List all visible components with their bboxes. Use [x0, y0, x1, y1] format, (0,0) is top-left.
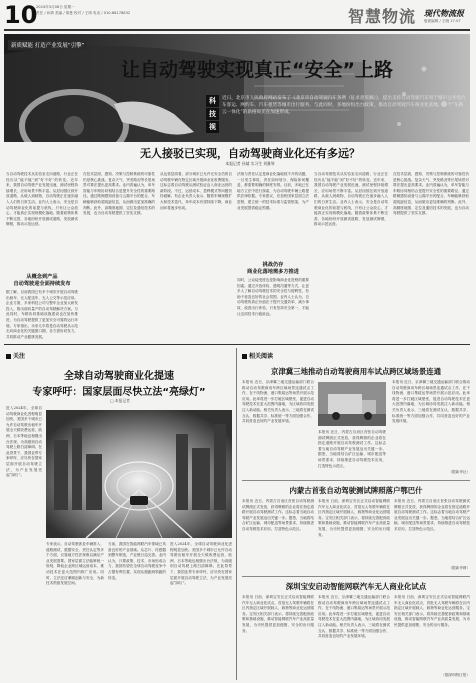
editor-line: 责任 / 孙婧 美编 / 胡曼 校对 / 王琪 电话 / 010-88178832	[36, 11, 131, 15]
focus-byline: □ 本报记者	[110, 398, 130, 403]
story-source: （据深圳特区报）	[441, 673, 470, 677]
focus-headline-2: 专家呼吁：国家层面尽快立法“亮绿灯”	[32, 387, 206, 398]
section-divider	[4, 344, 470, 345]
brand-logo: 现代物流报	[424, 8, 464, 18]
story-divider	[242, 480, 470, 481]
related-headline: 京津冀三地推动自动驾驶商用车试点跨区域场景连通	[271, 367, 441, 376]
column-subhead: 挑战仍存 商业化落地需多方推进	[247, 262, 299, 275]
insight-char: 科	[206, 95, 219, 107]
focus-kicker	[6, 351, 25, 360]
related-headline: 内蒙古首张自动驾驶测试牌照落户鄂巴什	[289, 486, 423, 495]
article-column: 本报讯 近日，京津冀三地交通运输部门联合推动自动驾驶商用车跨区域场景连通试点工作，在干线物流、港口集疏运等场景开展示范应用。此举将进一步打破区域壁垒，促进自动驾驶技术在更大范围内落地，为区域协同发展注入新动能。相关负责人表示，三地将在测试互认、数据共享、标准统一等方面加强合作，共同营造良好的产业发展环境。	[242, 380, 314, 424]
insight-char: 技	[206, 108, 219, 120]
article-column: 当自动驾驶技术从实验室走向道路，行业正在经历从“能不能”到“好不好”的转变。近年来，我国自动驾驶产业发展迅速，测试里程持续增长，应用场景不断丰富。从封闭园区到开放道路，从载人到载物，自动驾驶正在逐步融入人们的日常生活。业内人士表示，安全是自动驾驶商业化的前提与底线，只有让公众放心，才能真正实现规模化落地。随着政策体系不断完善，各地纷纷开放测试道路，发放测试牌照，推动示范运营。	[314, 172, 388, 227]
section-title: 智慧物流	[348, 7, 417, 26]
reporter-byline: 本报记者 孙婧 实习生 刘雅琴	[225, 161, 275, 166]
article-column: 本报讯 近日，内蒙古自治区首张自动驾驶测试牌照正式发放，获得牌照的企业将在指定道路开展自动驾驶测试工作。这标志着当地自动驾驶产业发展迈出关键一步。据悉，当地将结合矿区运输、城市配送等场景需求，持续推进自动驾驶技术应用，打造特色示范区。	[394, 499, 470, 531]
article-column: 在技术层面，感知、决策与控制系统的可靠性仍是核心挑战。复杂天气、突发路况等长尾场景对算法提出更高要求。业内普遍认为，单车智能与车路协同相结合是提升安全性的重要路径。通过路侧感知设备与云端平台的配合，车辆能够获取超视距信息，从而做出更加准确的判断。此外，高精度地图、定位及通信技术的发展，也为自动驾驶提供了坚实支撑。	[393, 172, 469, 216]
article-column: 本报讯 近日，京津冀三地交通运输部门联合推动自动驾驶商用车跨区域场景连通试点工作，在干线物流、港口集疏运等场景开展示范应用。此举将进一步打破区域壁垒，促进自动驾驶技术在更大范围内落地，为区域协同发展注入新动能。相关负责人表示，三地将在测试互认、数据共享、标准统一等方面加强合作，共同营造良好的产业发展环境。	[392, 380, 470, 424]
article-column: 本报讯 日前，深圳宝安区正式启动智能网联汽车无人商业化试点，首批无人驾驶车辆将在区内指定区域开展载人、载物等商业化运营服务。宝安区相关部门表示，将持续完善配套政策和基础设施，推动智能网联汽车产业高质量发展，为市民提供更加便捷、安全的出行服务。	[394, 595, 470, 627]
header-rule	[4, 29, 470, 31]
article-column: 当前，我国在智能网联汽车领域已具备良好的产业基础。从芯片、传感器到整车制造，产业链日趋完善。业内认为，只要政策、技术、市场形成合力，我国有望在全球自动驾驶竞争中占据有利位置，实现从跟跑到领跑的转变。	[108, 542, 166, 580]
related-kicker	[242, 351, 273, 360]
topic-tag: 新质赋能 打造产业发展“引擎”	[8, 40, 87, 50]
column-subhead: 从概念到产品 自动驾驶迎全面持续发布	[13, 274, 71, 287]
article-column: 本报讯 日前，深圳宝安区正式启动智能网联汽车无人商业化试点，首批无人驾驶车辆将在区内指定区域开展载人、载物等商业化运营服务。宝安区相关部门表示，将持续完善配套政策和基础设施，推动智能网联汽车产业高质量发展，为市民提供更加便捷、安全的出行服务。	[318, 499, 390, 537]
article-column: 进入2024年，全球自动驾驶商业化进程明显加快。美国多个城市已允许自动驾驶出租车开展全天候收费运营，欧洲、日本等地也相继出台法规，为高级别自动驾驶上路扫清障碍。在此背景下，我国业界专家呼吁，应尽快在国家层面开展自动驾驶立法，为产业发展亮起“绿灯”。	[6, 406, 42, 478]
insight-label	[206, 95, 219, 133]
story-divider	[242, 576, 470, 577]
article-column: 同时，公众接受度也是影响商业化进程的重要因素。通过开放体验、透明沟通等方式，让更多人了解自动驾驶技术的安全性与便利性，有助于营造良好的社会氛围。业内人士认为，自动驾驶的真正价值在于提升交通效率、减少事故、改善出行体验，只有坚持安全第一，才能让这项技术行稳致远。	[237, 278, 309, 316]
story-source: （据新华社）	[448, 470, 470, 474]
page-number: 10	[4, 1, 38, 29]
insight-char: 视	[206, 121, 219, 133]
article-column: 当自动驾驶技术从实验室走向道路，行业正在经历从“能不能”到“好不好”的转变。近年来，我国自动驾驶产业发展迅速，测试里程持续增长，应用场景不断丰富。从封闭园区到开放道路，从载人到载物，自动驾驶正在逐步融入人们的日常生活。业内人士表示，安全是自动驾驶商业化的前提与底线，只有让公众放心，才能真正实现规模化落地。随着政策体系不断完善，各地纷纷开放测试道路，发放测试牌照，推动示范运营。	[6, 172, 78, 227]
story-source: （据新华网）	[448, 566, 470, 570]
city-night-photo	[46, 410, 232, 538]
article-column: 本报讯 近日，京津冀三地交通运输部门联合推动自动驾驶商用车跨区域场景连通试点工作，在干线物流、港口集疏运等场景开展示范应用。此举将进一步打破区域壁垒，促进自动驾驶技术在更大范围内落地，为区域协同发展注入新动能。相关负责人表示，三地将在测试互认、数据共享、标准统一等方面加强合作，共同营造良好的产业发展环境。	[318, 595, 390, 639]
sub-headline: 无人接驳已实现，自动驾驶商业化还有多远？	[140, 147, 360, 160]
column-divider	[236, 348, 237, 680]
article-column: 法规与责任认定是商业化落地绕不开的话题。一旦发生事故，责任如何划分、保险如何覆盖，都需要明确的制度安排。目前，多地已在地方立法中进行探索，为自动驾驶车辆上路提供法律依据。专家建议，应加快国家层面立法进程，建立统一的技术标准与监管框架，为产业发展提供稳定预期。	[237, 172, 309, 210]
main-headline: 让自动驾驶实现真正“安全”上路	[121, 59, 393, 81]
city-skyline-graphic	[46, 410, 232, 538]
focus-headline-1: 全球自动驾驶商业化提速	[64, 371, 174, 382]
article-column: 本报讯 日前，深圳宝安区正式启动智能网联汽车无人商业化试点，首批无人驾驶车辆将在区内指定区域开展载人、载物等商业化运营服务。宝安区相关部门表示，将持续完善配套政策和基础设施，推动智能网联汽车产业高质量发展，为市民提供更加便捷、安全的出行服务。	[242, 595, 314, 633]
article-column: 进入2024年，全球自动驾驶商业化进程明显加快。美国多个城市已允许自动驾驶出租车开展全天候收费运营，欧洲、日本等地也相继出台法规，为高级别自动驾驶上路扫清障碍。在此背景下，我国业界专家呼吁，应尽快在国家层面开展自动驾驶立法，为产业发展亮起“绿灯”。	[170, 542, 232, 586]
lead-paragraph: 近日，北京市人民政府网站发布了《北京市自动驾驶汽车条例（征求意见稿）》，提出支持自动驾驶汽车用于城市公共电汽车客运、网约车、汽车租赁等城市出行服务。与此同时，多地纷纷出台政策，推动自动驾驶汽车商业化落地，一个“车路云一体化”的新格局正在加速形成。	[222, 96, 466, 115]
article-column: 据了解，目前我国已有多个城市开展自动驾驶出租车、无人配送车、无人公交等示范应用。企业方面，多家科技公司与整车企业加大研发投入，推出面向量产的自动驾驶解决方案。与此同时，车路协同基础设施建设也在加快推进，为自动驾驶提供了更加安全可靠的运行环境。专家指出，未来几年将是自动驾驶从示范走向商业化的关键窗口期，各方需协同发力，共同推动产业健康发展。	[6, 290, 78, 339]
article-column: 从运营层面看，部分城市已允许无安全员的自动驾驶车辆在特定区域开展商业化收费服务。这标志着自动驾驶从测试验证迈入商业运营的新阶段。不过，运营成本、盈利模式等问题仍待破解。有企业负责人表示，随着车辆规模扩大和技术迭代，单车成本有望持续下降，商业闭环将逐步形成。	[160, 172, 232, 210]
article-column: 本报讯 近日，内蒙古自治区首张自动驾驶测试牌照正式发放，获得牌照的企业将在指定道路开展自动驾驶测试工作。这标志着当地自动驾驶产业发展迈出关键一步。据悉，当地将结合矿区运输、城市配送等场景需求，持续推进自动驾驶技术应用，打造特色示范区。	[242, 499, 314, 531]
focus-label: 关注	[13, 353, 26, 360]
article-column: 在技术层面，感知、决策与控制系统的可靠性仍是核心挑战。复杂天气、突发路况等长尾场景对算法提出更高要求。业内普遍认为，单车智能与车路协同相结合是提升安全性的重要路径。通过路侧感知设备与云端平台的配合，车辆能够获取超视距信息，从而做出更加准确的判断。此外，高精度地图、定位及通信技术的发展，也为自动驾驶提供了坚实支撑。	[83, 172, 155, 216]
related-label: 相关阅读	[249, 353, 274, 360]
brand-sub: 版面编辑 / 王晓 17-07	[424, 19, 461, 23]
truck-graphic	[318, 382, 386, 426]
article-column: 专家表示，自动驾驶涉及车辆准入、道路测试、数据安全、责任认定等多个方面，仅靠地方性法规难以满足产业发展需要。国家层面立法能够统一规则，降低企业跨区域运营成本，推动技术在更大范围内推广应用。同时，立法还应兼顾创新与安全，为新技术预留发展空间。	[46, 542, 104, 586]
date-line: 2024年3月08日 星期一	[36, 5, 75, 9]
article-column: 本报讯 近日，内蒙古自治区首张自动驾驶测试牌照正式发放，获得牌照的企业将在指定道路开展自动驾驶测试工作。这标志着当地自动驾驶产业发展迈出关键一步。据悉，当地将结合矿区运输、城市配送等场景需求，持续推进自动驾驶技术应用，打造特色示范区。	[318, 430, 386, 468]
truck-photo	[318, 382, 386, 426]
related-headline: 深圳宝安启动智能网联汽车无人商业化试点	[285, 582, 427, 591]
